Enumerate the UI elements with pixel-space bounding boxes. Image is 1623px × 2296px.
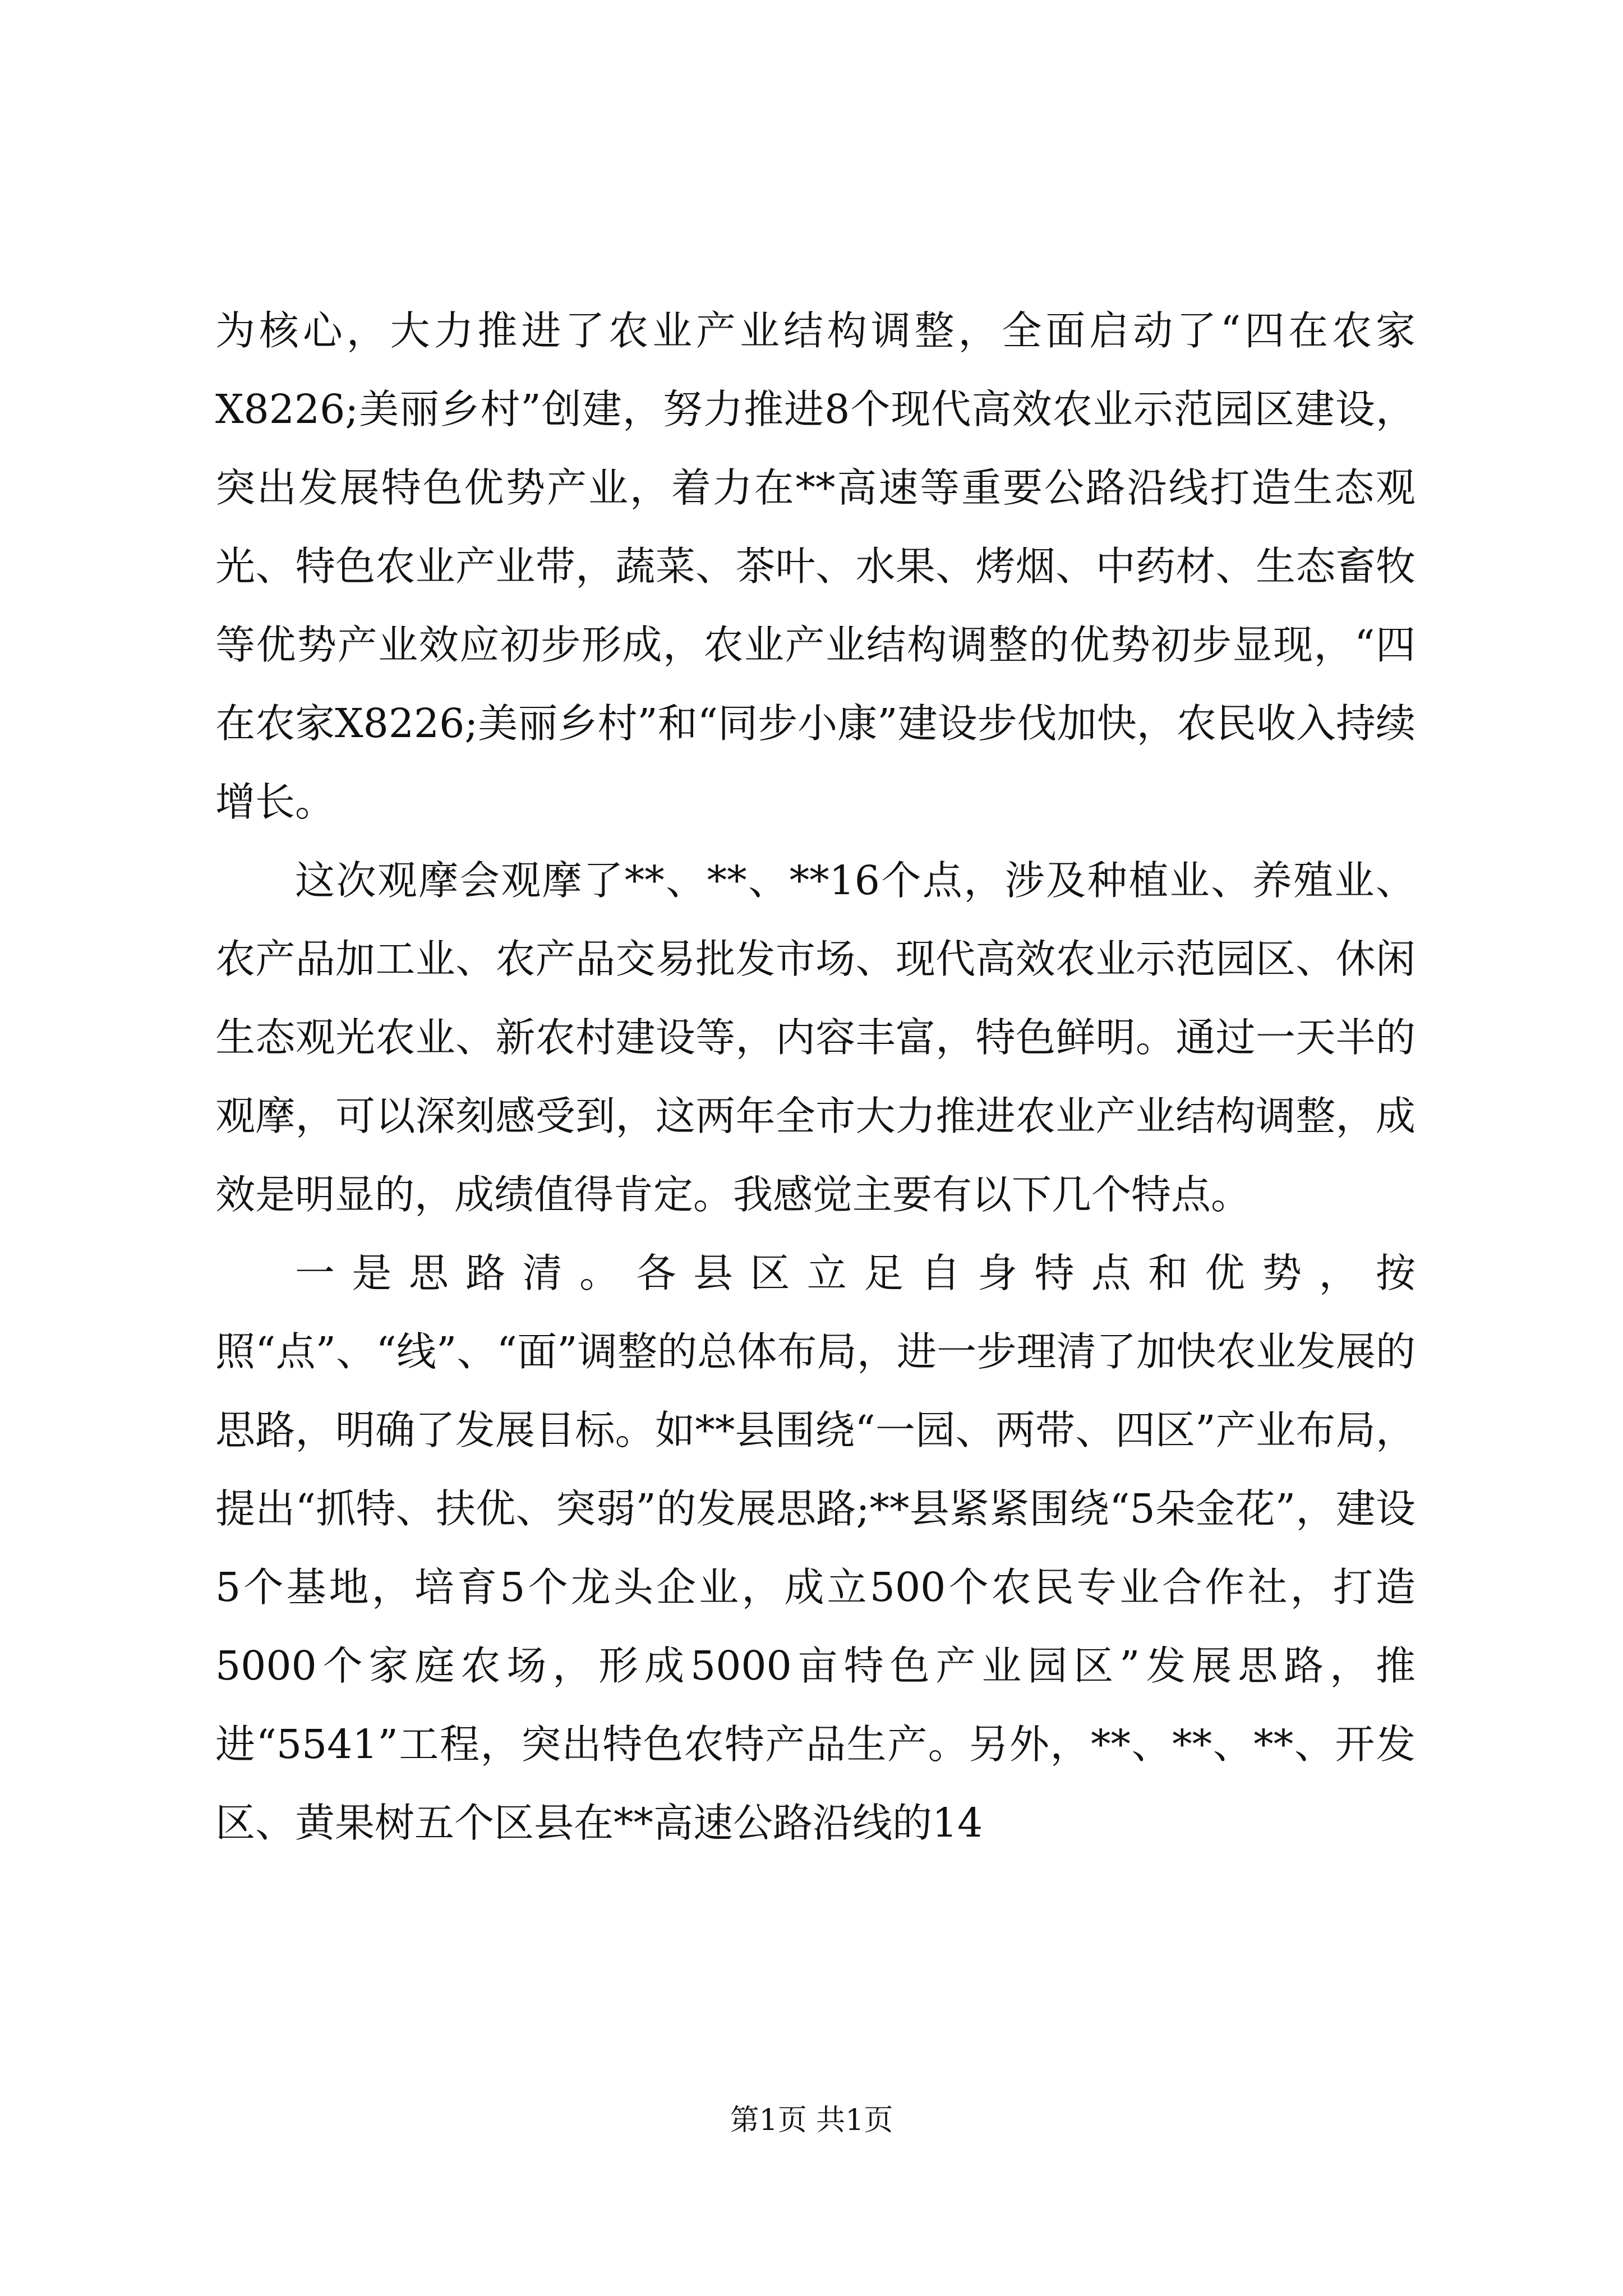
- document-body: [215, 292, 1415, 1862]
- paragraph-1: 为核心，大力推进了农业产业结构调整，全面启动了“四在农家X8226;美丽乡村”创建，努力推进8个现代高效农业示范园区建设，突出发展特色优势产业，着力在**高速等重要公路沿线打造生态观光、特色农业产业带，蔬菜、茶叶、水果、烤烟、中药材、生态畜牧等优势产业效应初步形成，农业产业结构调整的优势初步显现，“四在农家X8226;美丽乡村”和“同步小康”建设步伐加快，农民收入持续增长。: [215, 307, 1415, 825]
- paragraph-2: 这次观摩会观摩了**、**、**16个点，涉及种植业、养殖业、农产品加工业、农产品交易批发市场、现代高效农业示范园区、休闲生态观光农业、新农村建设等，内容丰富，特色鲜明。通过一天半的观摩，可以深刻感受到，这两年全市大力推进农业产业结构调整，成效是明显的，成绩值得肯定。我感觉主要有以下几个特点。: [215, 857, 1415, 1218]
- page-footer: [0, 2101, 1623, 2140]
- paragraph-3: 一是思路清。各县区立足自身特点和优势，按照“点”、“线”、“面”调整的总体布局，进一步理清了加快农业发展的思路，明确了发展目标。如**县围绕“一园、两带、四区”产业布局，提出“抓特、扶优、突弱”的发展思路;**县紧紧围绕“5朵金花”，建设5个基地，培育5个龙头企业，成立500个农民专业合作社，打造5000个家庭农场，形成5000亩特色产业园区”发展思路，推进“5541”工程，突出特色农特产品生产。另外，**、**、**、开发区、黄果树五个区县在**高速公路沿线的14: [215, 1250, 1415, 1846]
- page-number-label: 第1页 共1页: [730, 2104, 893, 2137]
